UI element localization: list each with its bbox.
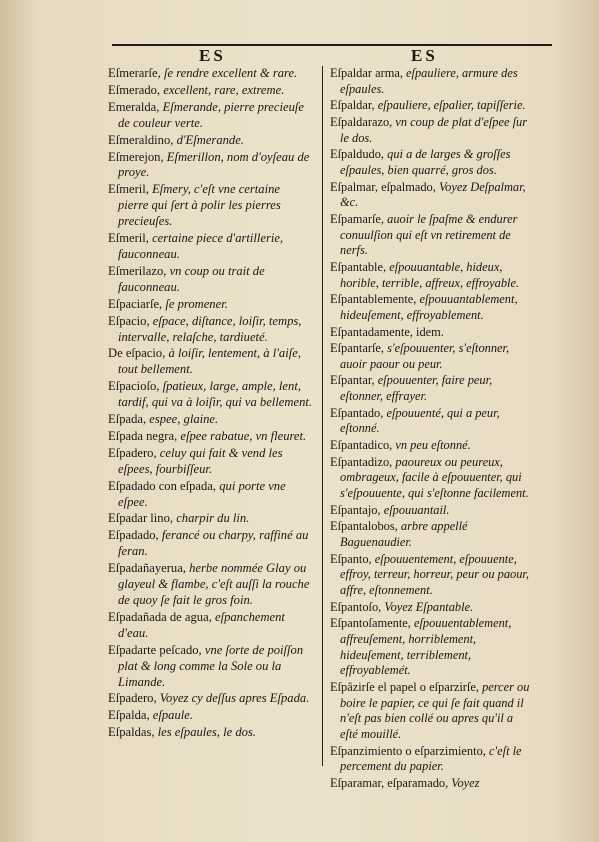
definition: percer ou boire le papier, ce qui ſe fait quand il n'eſt pas bien collé ou apres qu'il a eſté mouillé. — [340, 679, 530, 741]
definition: auoir le ſpaſme & endurer conuulſion qui eſt vn retirement de nerfs. — [340, 211, 518, 258]
headword: Emeralda, — [108, 99, 160, 114]
dictionary-entry — [330, 115, 530, 146]
headword: Eſpaldudo, — [330, 147, 385, 162]
left-column — [108, 66, 313, 742]
dictionary-entry — [108, 100, 313, 132]
definition: qui a de larges & groſſes eſpaules, bien quarré, gros dos. — [340, 147, 511, 177]
dictionary-entry — [330, 260, 530, 291]
definition: ſe rendre excellent & rare. — [163, 66, 298, 80]
definition: Eſmerande, pierre precieuſe de couleur verte. — [118, 99, 304, 130]
dictionary-entry — [330, 373, 530, 404]
dictionary-entry — [108, 231, 313, 263]
headword: Eſmeraldino, — [108, 132, 174, 147]
definition: eſpouuantablement, hideuſement, effroyablement. — [340, 292, 518, 322]
headword: Eſpantajo, — [330, 502, 381, 517]
dictionary-entry — [108, 643, 313, 691]
definition: Eſmery, c'eſt vne certaine pierre qui ſert à polir les pierres precieuſes. — [118, 182, 281, 229]
right-column — [330, 66, 530, 793]
dictionary-entry — [108, 182, 313, 230]
dictionary-entry — [108, 528, 313, 560]
dictionary-entry — [330, 341, 530, 372]
dictionary-entry — [330, 180, 530, 211]
headword: Eſpadañada de agua, — [108, 609, 212, 624]
headword: Eſpacio, — [108, 313, 150, 328]
headword: Eſpantado, — [330, 405, 384, 420]
dictionary-entry — [108, 691, 313, 707]
definition: excellent, rare, extreme. — [163, 82, 285, 97]
definition: Voyez Eſpantable. — [384, 599, 474, 614]
dictionary-entry — [330, 455, 530, 502]
headword: Eſpantadizo, — [330, 454, 393, 469]
headword: Eſpâzirſe el papel o eſparzirſe, — [330, 679, 479, 694]
definition: à loiſir, lentement, à l'aiſe, tout bellement. — [118, 346, 301, 377]
dictionary-entry — [330, 776, 530, 792]
headword: Eſpadañayerua, — [108, 561, 186, 576]
dictionary-entry — [330, 744, 530, 775]
definition: ferancé ou charpy, raffiné au feran. — [118, 528, 309, 559]
running-head-right: ES — [411, 46, 438, 65]
definition: arbre appellé Baguenaudier. — [340, 519, 468, 550]
dictionary-entry — [330, 292, 530, 323]
headword: Eſpadero, — [108, 691, 157, 706]
dictionary-entry — [330, 438, 530, 454]
headword: Eſpalda, — [108, 708, 150, 723]
headword: Eſmerilazo, — [108, 263, 167, 278]
headword: Eſpantadamente, idem. — [330, 324, 444, 339]
definition: d'Eſmerande. — [176, 132, 244, 147]
definition: herbe nommée Glay ou glayeul & flambe, c'eſt auſſi la rouche de quoy ſe fait le gros foin. — [118, 561, 310, 607]
dictionary-entry — [330, 600, 530, 616]
dictionary-entry — [108, 379, 313, 411]
dictionary-entry — [108, 412, 313, 428]
definition: eſpouuantail. — [383, 502, 450, 517]
definition: vne ſorte de poiſſon plat & long comme la Sole ou la Limande. — [118, 642, 304, 689]
dictionary-entry — [330, 98, 530, 114]
definition: eſpouuantable, hideux, horible, terrible, affreux, effroyable. — [340, 259, 520, 290]
dictionary-entry — [330, 680, 530, 743]
headword: Eſpadar lino, — [108, 511, 174, 526]
headword: De eſpacio, — [108, 346, 166, 361]
headword: Eſpantalobos, — [330, 519, 398, 534]
dictionary-entry — [330, 552, 530, 599]
column-divider — [322, 66, 323, 766]
definition: paoureux ou peureux, ombrageux, facile à eſpouuenter, qui s'eſpouuente, qui s'eſtonne facilement. — [340, 454, 529, 501]
dictionary-entry — [108, 511, 313, 527]
definition: Eſmerillon, nom d'oyſeau de proye. — [118, 149, 310, 180]
dictionary-entry — [108, 429, 313, 445]
definition: vn coup ou trait de fauconneau. — [118, 263, 265, 294]
headword: Eſpantablemente, — [330, 292, 417, 307]
dictionary-entry — [108, 610, 313, 642]
definition: les eſpaules, le dos. — [157, 725, 256, 740]
dictionary-entry — [330, 406, 530, 437]
headword: Eſpaciarſe, — [108, 296, 163, 311]
running-head-left: ES — [199, 46, 226, 65]
dictionary-entry — [330, 503, 530, 519]
header-rule — [112, 44, 552, 46]
definition: ſpatieux, large, ample, lent, tardif, qui va à loiſir, qui va bellement. — [118, 379, 313, 410]
headword: Eſpantarſe, — [330, 341, 385, 356]
dictionary-entry — [330, 147, 530, 178]
definition: eſpouuentement, eſpouuente, effroy, terreur, horreur, peur ou paour, affre, eſtonnement. — [340, 551, 529, 597]
definition: eſpace, diſtance, loiſir, temps, intervalle, relaſche, tardiueté. — [118, 313, 302, 344]
dictionary-entry — [330, 325, 530, 341]
headword: Eſmeril, — [108, 231, 149, 246]
headword: Eſpada negra, — [108, 428, 178, 443]
headword: Eſpantar, — [330, 373, 375, 388]
headword: Eſpadado, — [108, 528, 159, 543]
definition: charpir du lin. — [176, 511, 250, 526]
dictionary-entry — [108, 314, 313, 346]
headword: Eſpacioſo, — [108, 379, 160, 394]
headword: Eſmerejon, — [108, 149, 164, 164]
headword: Eſpaldas, — [108, 725, 155, 740]
headword: Eſpaldar arma, — [330, 66, 403, 80]
headword: Eſpanzimiento o eſparzimiento, — [330, 743, 486, 758]
headword: Eſmerarſe, — [108, 66, 161, 80]
definition: espee, glaine. — [149, 412, 219, 427]
headword: Eſpaldar, — [330, 98, 375, 113]
dictionary-entry — [108, 479, 313, 511]
dictionary-entry — [108, 66, 313, 82]
definition: qui porte vne eſpee. — [118, 478, 286, 509]
headword: Eſpadado con eſpada, — [108, 478, 217, 493]
headword: Eſpalmar, eſpalmado, — [330, 179, 436, 194]
headword: Eſparamar, eſparamado, — [330, 775, 449, 790]
headword: Eſmerado, — [108, 82, 161, 97]
headword: Eſpadero, — [108, 445, 157, 460]
dictionary-entry — [108, 446, 313, 478]
definition: eſpouuenté, qui a peur, eſtonné. — [340, 405, 500, 436]
definition: s'eſpouuenter, s'eſtonner, auoir paour ou peur. — [340, 341, 510, 371]
definition: ſe promener. — [165, 296, 228, 311]
definition: vn coup de plat d'eſpee ſur le dos. — [340, 114, 528, 145]
dictionary-entry — [108, 133, 313, 149]
definition: celuy qui fait & vend les eſpees, fourbiſſeur. — [118, 445, 283, 476]
definition: Voyez — [451, 775, 480, 790]
headword: Eſpantoſamente, — [330, 616, 411, 631]
definition: eſpaule. — [152, 708, 193, 723]
dictionary-entry — [330, 66, 530, 97]
headword: Eſmeril, — [108, 182, 149, 197]
dictionary-entry — [330, 616, 530, 679]
definition: eſpanchement d'eau. — [118, 609, 285, 640]
headword: Eſpaldarazo, — [330, 114, 393, 129]
dictionary-entry — [108, 264, 313, 296]
definition: eſpouuenter, faire peur, eſtonner, effrayer. — [340, 373, 493, 404]
dictionary-entry — [108, 708, 313, 724]
definition: eſpee rabatue, vn fleuret. — [180, 428, 307, 443]
headword: Eſpantoſo, — [330, 599, 382, 614]
dictionary-entry — [108, 150, 313, 182]
dictionary-entry — [108, 725, 313, 741]
dictionary-entry — [330, 212, 530, 259]
headword: Eſpantable, — [330, 259, 387, 274]
dictionary-entry — [330, 519, 530, 550]
definition: vn peu eſtonné. — [395, 438, 471, 453]
definition: eſpauliere, armure des eſpaules. — [340, 66, 518, 96]
headword: Eſpantadico, — [330, 438, 393, 453]
definition: Voyez cy deſſus apres Eſpada. — [159, 691, 310, 706]
definition: eſpouuentablement, affreuſement, horriblement, hideuſement, terriblement, effroyablemét. — [340, 616, 512, 678]
headword: Eſpanto, — [330, 551, 372, 566]
definition: Voyez Deſpalmar, &c. — [340, 179, 526, 210]
definition: certaine piece d'artillerie, fauconneau. — [118, 231, 284, 261]
headword: Eſpadarte peſcado, — [108, 642, 202, 657]
definition: c'eſt le percement du papier. — [340, 743, 522, 774]
dictionary-entry — [108, 346, 313, 378]
dictionary-entry — [108, 83, 313, 99]
headword: Eſpamarſe, — [330, 211, 385, 226]
headword: Eſpada, — [108, 412, 147, 427]
definition: eſpauliere, eſpalier, tapiſſerie. — [377, 98, 526, 113]
dictionary-entry — [108, 561, 313, 609]
dictionary-entry — [108, 297, 313, 313]
